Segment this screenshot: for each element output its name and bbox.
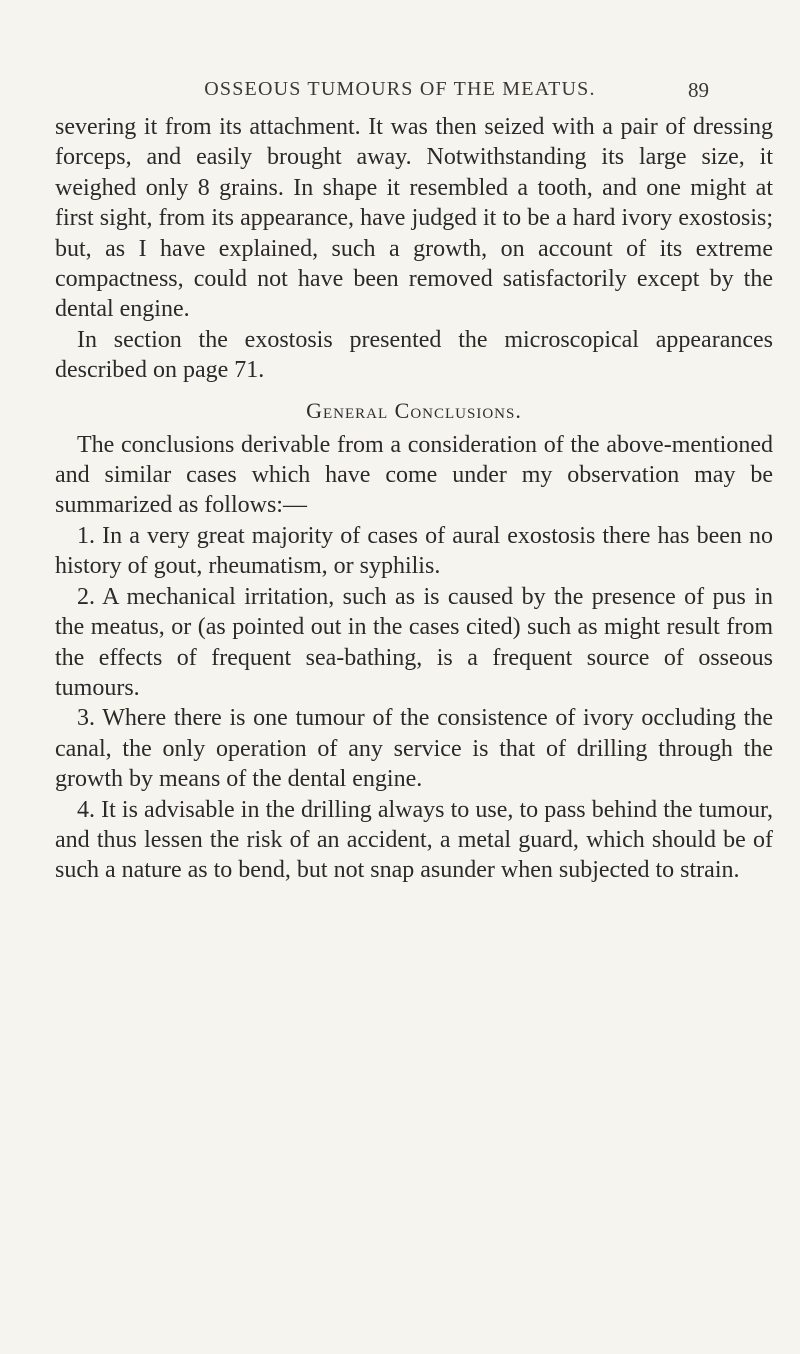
- conclusion-item-4: 4. It is advisable in the drilling always to use, to pass behind the tumour, and thus lessen the risk of an accident, a metal guard, which should be of such a nature as to bend, but not snap asunder when subjected to strain.: [55, 796, 773, 884]
- section-heading: General Conclusions.: [306, 397, 522, 423]
- page-body: [55, 112, 773, 886]
- conclusion-item-1: 1. In a very great majority of cases of aural exostosis there has been no history of gout, rheumatism, or syphilis.: [55, 522, 773, 580]
- running-title: OSSEOUS TUMOURS OF THE MEATUS.: [204, 78, 596, 100]
- paragraph-continued: severing it from its attachment. It was then seized with a pair of dressing forceps, and easily brought away. Notwithstanding its large size, it weighed only 8 grains. In shape it resembled a tooth, and one might at first sight, from its appearance, have judged it to be a hard ivory exostosis; but, as I have explained, such a growth, on account of its extreme compactness, could not have been removed satisfactorily except by the dental engine.: [55, 114, 773, 323]
- conclusion-item-3: 3. Where there is one tumour of the consistence of ivory occluding the canal, the only operation of any service is that of drilling through the growth by means of the dental engine.: [55, 705, 773, 793]
- paragraph-conclusions-intro: The conclusions derivable from a consideration of the above-mentioned and similar cases which have come under my observation may be summarized as follows:—: [55, 431, 773, 519]
- paragraph-section-description: In section the exostosis presented the microscopical appearances described on page 71.: [55, 326, 773, 384]
- conclusion-item-2: 2. A mechanical irritation, such as is caused by the presence of pus in the meatus, or (as pointed out in the cases cited) such as might result from the effects of frequent sea-bathing, is a frequent source of osseous tumours.: [55, 583, 773, 701]
- page-number: 89: [688, 78, 709, 102]
- running-head: [0, 78, 800, 108]
